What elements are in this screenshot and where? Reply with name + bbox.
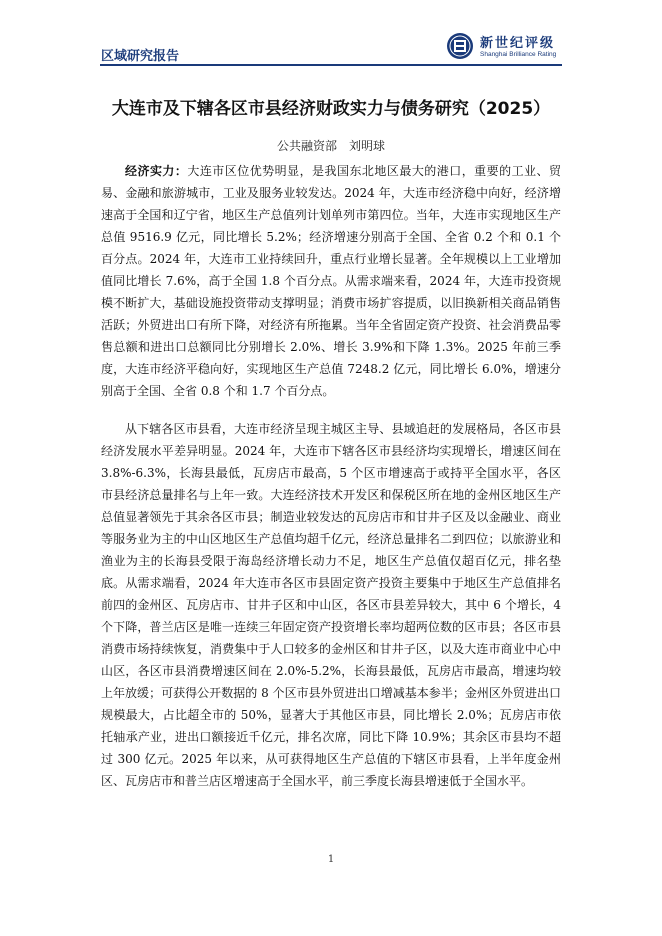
paragraph-district-overview bbox=[101, 418, 561, 792]
header-divider bbox=[100, 64, 562, 66]
logo-chinese-name: 新世纪评级 bbox=[480, 36, 556, 51]
page-header bbox=[0, 0, 662, 72]
document-body bbox=[101, 160, 561, 808]
paragraph-text: 从下辖各区市县看，大连市经济呈现主城区主导、县域追赶的发展格局，各区市县经济发展水平差异明显。2024 年，大连市下辖各区市县经济均实现增长，增速区间在 3.8%-6.3%，长海县最低，瓦房店市最高，5 个区市增速高于或持平全国水平，各区市县经济总量排名与上年一致。大连经济技术开发区和保税区所在地的金州区地区生产总值显著领先于其余各区市县；制造业较发达的瓦房店市和甘井子区及以金融业、商业等服务业为主的中山区地区生产总值均超千亿元，经济总量排名二到四位；以旅游业和渔业为主的长海县受限于海岛经济增长动力不足，地区生产总值仅超百亿元，排名垫底。从需求端看，2024 年大连市各区市县固定资产投资主要集中于地区生产总值排名前四的金州区、瓦房店市、甘井子区和中山区，各区市县差异较大，其中 6 个增长，4 个下降，普兰店区是唯一连续三年固定资产投资增长率均超两位数的区市县；各区市县消费市场持续恢复，消费集中于人口较多的金州区和甘井子区，以及大连市商业中心中山区，各区市县消费增速区间在 2.0%-5.2%，长海县最低，瓦房店市最高，增速均较上年放缓；可获得公开数据的 8 个区市县外贸进出口增减基本参半；金州区外贸进出口规模最大，占比超全市的 50%，显著大于其他区市县，同比增长 2.0%；瓦房店市依托轴承产业，进出口额接近千亿元，排名次席，同比下降 10.9%；其余区市县均不超过 300 亿元。2025 年以来，从可获得地区生产总值的下辖区市县看，上半年度金州区、瓦房店市和普兰店区增速高于全国水平，前三季度长海县增速低于全国水平。 bbox=[101, 422, 561, 788]
header-section-label: 区域研究报告 bbox=[101, 49, 180, 64]
paragraph-text: 大连市区位优势明显，是我国东北地区最大的港口，重要的工业、贸易、金融和旅游城市，工业及服务业较发达。2024 年，大连市经济稳中向好，经济增速高于全国和辽宁省，地区生产总值列计划单列市第四位。当年，大连市实现地区生产总值 9516.9 亿元，同比增长 5.2%；经济增速分别高于全国、全省 0.2 个和 0.1 个百分点。2024 年，大连市工业持续回升，重点行业增长显著。全年规模以上工业增加值同比增长 7.6%，高于全国 1.8 个百分点。从需求端来看，2024 年，大连市投资规模不断扩大，基础设施投资带动支撑明显；消费市场扩容提质，以旧换新相关商品销售活跃；外贸进出口有所下降，对经济有所拖累。当年全省固定资产投资、社会消费品零售总额和进出口总额同比分别增长 2.0%、增长 3.9%和下降 1.3%。2025 年前三季度，大连市经济平稳向好，实现地区生产总值 7248.2 亿元，同比增长 6.0%，增速分别高于全国、全省 0.8 个和 1.7 个百分点。 bbox=[101, 164, 561, 398]
document-title: 大连市及下辖各区市县经济财政实力与债务研究（2025） bbox=[111, 99, 551, 119]
logo-english-name: Shanghai Brilliance Rating bbox=[480, 51, 557, 58]
company-logo bbox=[446, 30, 576, 66]
paragraph-lead: 经济实力： bbox=[125, 164, 188, 178]
page-number: 1 bbox=[327, 854, 335, 865]
document-authors: 公共融资部 刘明球 bbox=[276, 139, 385, 153]
logo-emblem-icon bbox=[446, 32, 474, 60]
paragraph-economic-strength bbox=[101, 160, 561, 402]
